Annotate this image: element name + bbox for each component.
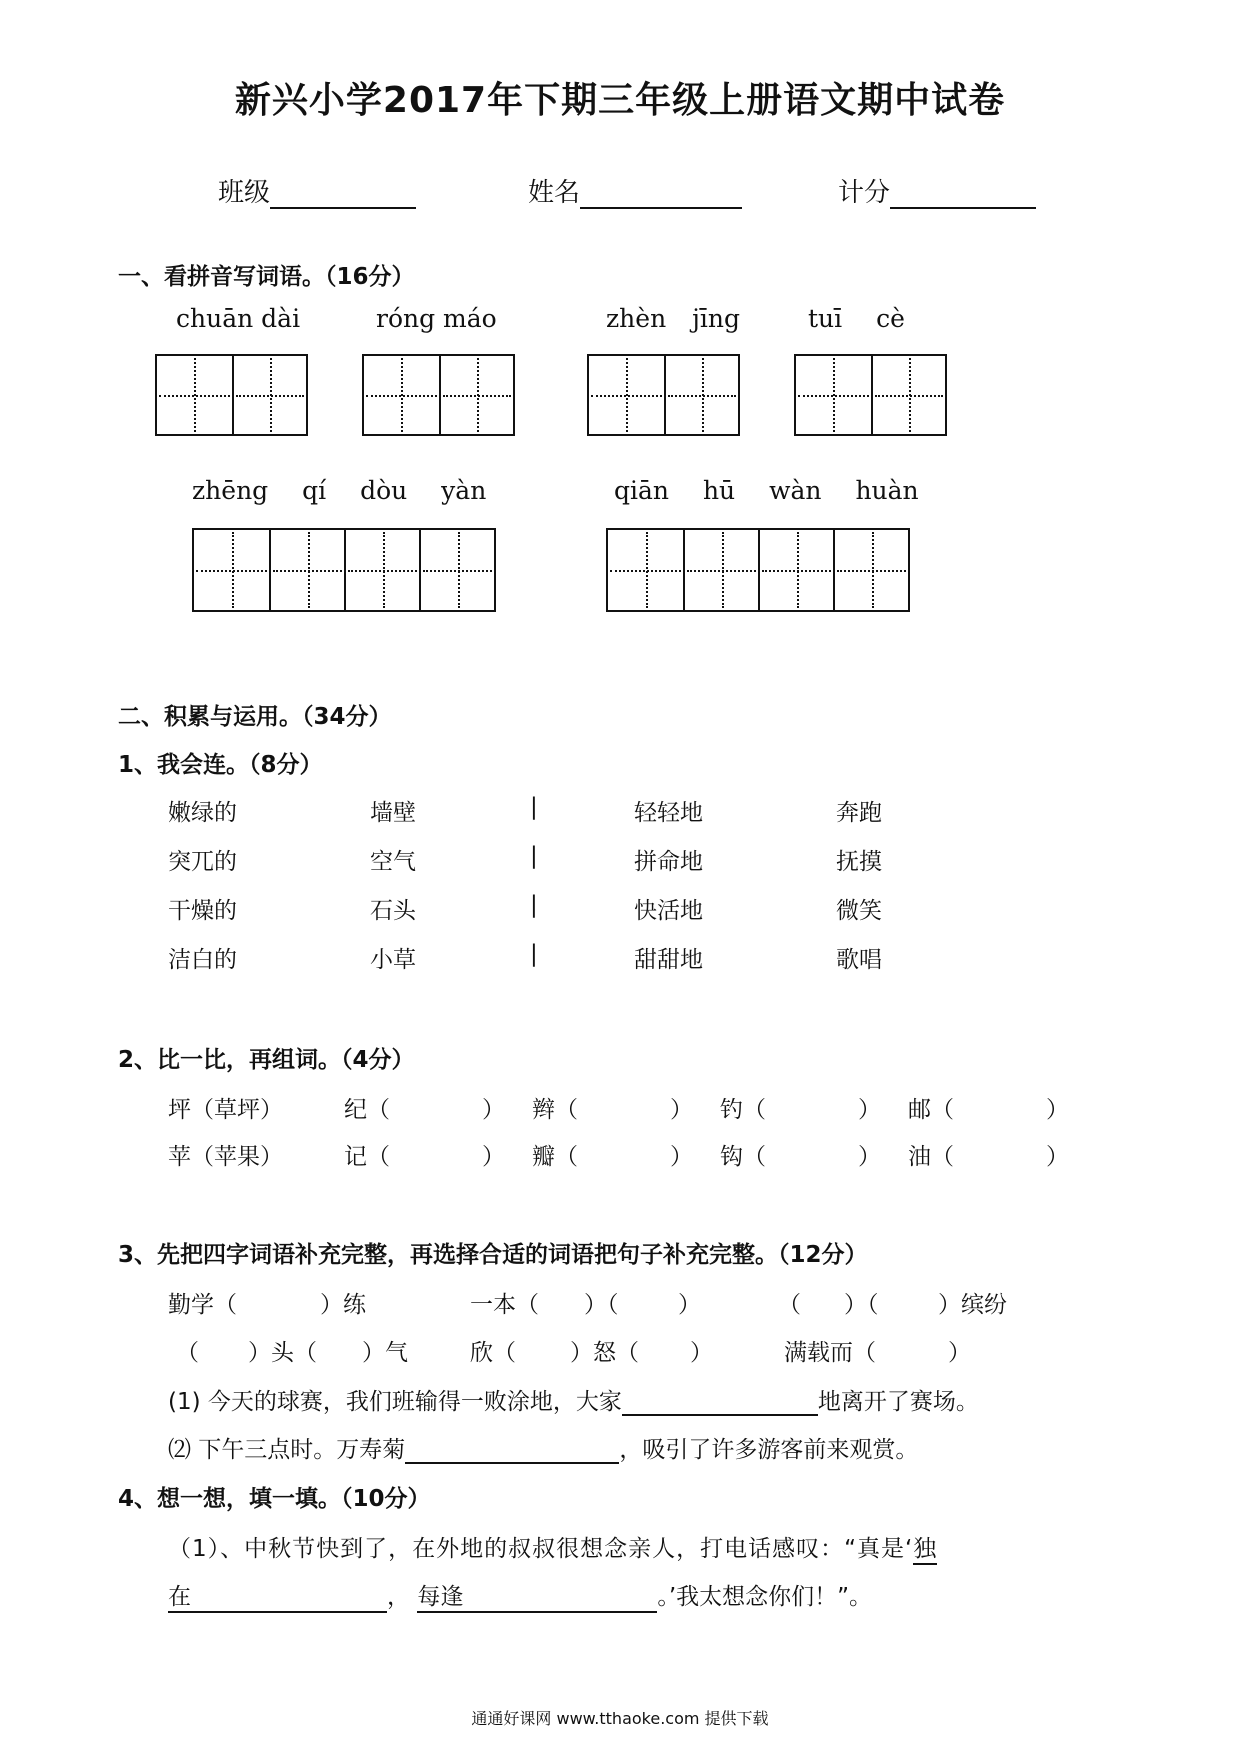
- compare-close: ）: [858, 1144, 881, 1170]
- idiom-part: ）: [690, 1340, 713, 1366]
- idiom-part: ）气: [362, 1340, 408, 1366]
- compare-open: 记（: [344, 1144, 390, 1170]
- divider: |: [530, 843, 538, 869]
- sentence-1: [168, 1383, 979, 1416]
- q2-heading: 2、比一比，再组词。（4分）: [118, 1047, 415, 1073]
- compare-close: ）: [482, 1144, 505, 1170]
- compare-open: 邮（: [908, 1097, 954, 1123]
- answer-blank[interactable]: [622, 1388, 818, 1416]
- compare-open: 瓣（: [532, 1144, 578, 1170]
- punct: ，: [387, 1584, 410, 1610]
- class-blank[interactable]: [270, 179, 416, 209]
- match-word[interactable]: 干燥的: [168, 898, 237, 924]
- match-word[interactable]: 嫩绿的: [168, 800, 237, 826]
- sentence-2: [168, 1431, 918, 1464]
- pinyin-label: qiān hū wàn huàn: [614, 476, 919, 505]
- match-word[interactable]: 突兀的: [168, 849, 237, 875]
- writing-grid[interactable]: [155, 354, 308, 436]
- match-word[interactable]: 奔跑: [836, 800, 882, 826]
- underlined-word: 独: [913, 1530, 937, 1565]
- compare-open: 钓（: [720, 1097, 766, 1123]
- match-word[interactable]: 墙壁: [370, 800, 416, 826]
- q3-heading: 3、先把四字词语补充完整，再选择合适的词语把句子补充完整。（12分）: [118, 1242, 868, 1268]
- idiom-part: 欣（: [470, 1340, 516, 1366]
- pinyin-label: chuān dài: [176, 304, 301, 333]
- compare-close: ）: [670, 1144, 693, 1170]
- name-blank[interactable]: [580, 179, 742, 209]
- sentence-text: ⑵ 下午三点时。万寿菊: [168, 1437, 406, 1463]
- compare-close: ）: [858, 1097, 881, 1123]
- match-word[interactable]: 轻轻地: [634, 800, 703, 826]
- compare-close: ）: [482, 1097, 505, 1123]
- answer-blank[interactable]: [405, 1436, 619, 1464]
- match-word[interactable]: 小草: [370, 947, 416, 973]
- compare-close: ）: [1046, 1144, 1069, 1170]
- compare-item: 苹（苹果）: [168, 1144, 283, 1170]
- compare-item: 坪（草坪）: [168, 1097, 283, 1123]
- idiom-part: ）头（: [248, 1340, 317, 1366]
- sentence-text: (1) 今天的球赛，我们班输得一败涂地，大家: [168, 1389, 622, 1415]
- q4-heading: 4、想一想，填一填。（10分）: [118, 1486, 431, 1512]
- prompt-text: 。’我太想念你们！”。: [657, 1584, 873, 1610]
- idiom-part: ）（: [584, 1292, 619, 1318]
- q1-heading: 1、我会连。（8分）: [118, 752, 323, 778]
- match-word[interactable]: 微笑: [836, 898, 882, 924]
- pinyin-label: zhēng qí dòu yàn: [192, 476, 487, 505]
- sentence-text: 地离开了赛场。: [817, 1389, 979, 1415]
- class-field: [218, 172, 416, 209]
- idiom-part: ）缤纷: [938, 1292, 1007, 1318]
- writing-grid[interactable]: [794, 354, 947, 436]
- match-word[interactable]: 快活地: [634, 898, 703, 924]
- idiom-part: ）练: [320, 1292, 366, 1318]
- score-field: [838, 172, 1036, 209]
- idiom-part: 满载而（: [784, 1340, 876, 1366]
- compare-close: ）: [670, 1097, 693, 1123]
- answer-blank[interactable]: [463, 1585, 657, 1613]
- prompt-text: （1）、中秋节快到了，在外地的叔叔很想念亲人，打电话感叹：“真是‘: [168, 1536, 914, 1562]
- poem-prompt: [168, 1530, 937, 1565]
- underlined-word: 每逢: [417, 1578, 463, 1613]
- divider: |: [530, 794, 538, 820]
- writing-grid[interactable]: [587, 354, 740, 436]
- footer-credit: 通通好课网 www.tthaoke.com 提供下载: [471, 1709, 769, 1728]
- divider: |: [530, 941, 538, 967]
- writing-grid[interactable]: [606, 528, 910, 612]
- writing-grid[interactable]: [362, 354, 515, 436]
- idiom-part: 一本（: [470, 1292, 539, 1318]
- score-label: 计分: [838, 178, 891, 208]
- underlined-word: 在: [168, 1578, 191, 1613]
- sentence-text: ，吸引了许多游客前来观赏。: [619, 1437, 919, 1463]
- name-label: 姓名: [528, 178, 581, 208]
- idiom-part: ）: [948, 1340, 971, 1366]
- pinyin-label: zhèn jīng: [606, 304, 740, 333]
- idiom-part: 勤学（: [168, 1292, 237, 1318]
- match-word[interactable]: 甜甜地: [634, 947, 703, 973]
- compare-open: 辫（: [532, 1097, 578, 1123]
- idiom-part: ）（: [844, 1292, 879, 1318]
- pinyin-label: tuī cè: [808, 304, 905, 333]
- answer-blank[interactable]: [191, 1585, 387, 1613]
- idiom-part: ）: [678, 1292, 701, 1318]
- writing-grid[interactable]: [192, 528, 496, 612]
- match-word[interactable]: 拼命地: [634, 849, 703, 875]
- compare-open: 钩（: [720, 1144, 766, 1170]
- compare-close: ）: [1046, 1097, 1069, 1123]
- match-word[interactable]: 空气: [370, 849, 416, 875]
- page-title: 新兴小学2017年下期三年级上册语文期中试卷: [234, 80, 1006, 121]
- name-field: [528, 172, 742, 209]
- poem-line: [168, 1578, 872, 1613]
- compare-open: 纪（: [344, 1097, 390, 1123]
- score-blank[interactable]: [890, 179, 1036, 209]
- divider: |: [530, 892, 538, 918]
- pinyin-label: róng máo: [376, 304, 497, 333]
- section-2-heading: 二、积累与运用。（34分）: [118, 704, 392, 730]
- match-word[interactable]: 洁白的: [168, 947, 237, 973]
- idiom-part: （: [778, 1292, 801, 1318]
- section-1-heading: 一、看拼音写词语。（16分）: [118, 264, 415, 290]
- compare-open: 油（: [908, 1144, 954, 1170]
- class-label: 班级: [218, 178, 271, 208]
- idiom-part: ）怒（: [570, 1340, 639, 1366]
- match-word[interactable]: 抚摸: [836, 849, 882, 875]
- match-word[interactable]: 歌唱: [836, 947, 882, 973]
- idiom-part: （: [176, 1340, 199, 1366]
- match-word[interactable]: 石头: [370, 898, 416, 924]
